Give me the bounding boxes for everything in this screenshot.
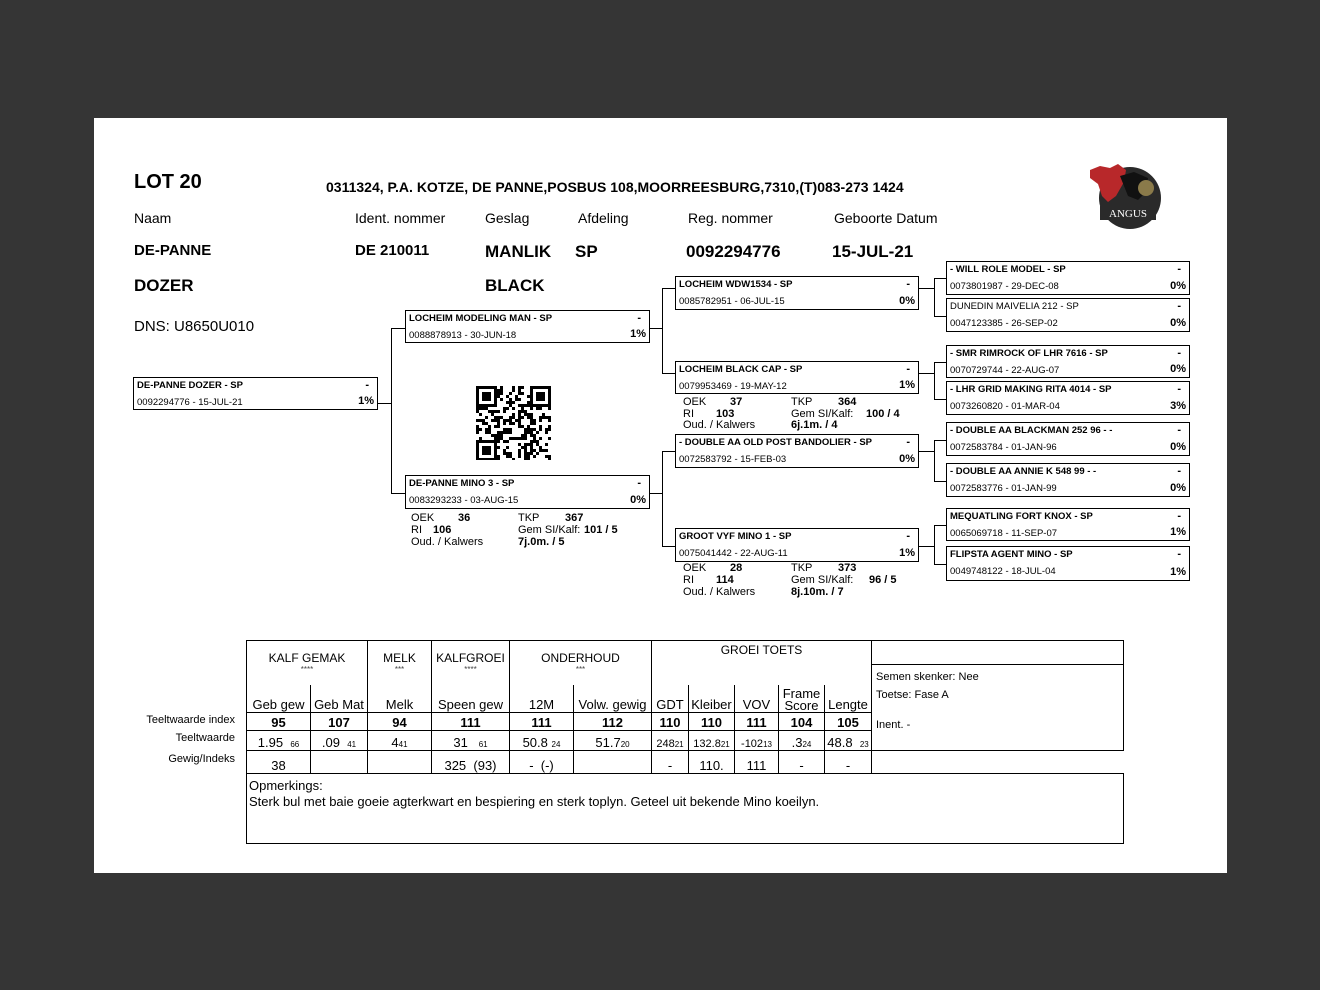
pedigree-self: DE-PANNE DOZER - SP - 0092294776 - 15-JUL-21 1% (133, 377, 378, 410)
pedigree-dsd: - DOUBLE AA ANNIE K 548 99 - - - 0072583776 - 01-JAN-99 0% (946, 463, 1190, 497)
animal-section: SP (575, 242, 598, 261)
animal-reg: 0092294776 (686, 242, 781, 261)
tw-cell: 31 61 (432, 731, 510, 751)
gew-cell: - (779, 751, 825, 774)
group-kalfgemak: KALF GEMAK (247, 641, 368, 665)
dd-stats-row3: Oud. / Kalwers 8j.10m. / 7 (683, 586, 844, 598)
pedigree-dss: - DOUBLE AA BLACKMAN 252 96 - - - 0072583784 - 01-JAN-96 0% (946, 422, 1190, 456)
col-frame-score: Frame Score (779, 685, 825, 713)
animal-name-line1: DE-PANNE (134, 242, 212, 259)
tw-cell: 24821 (652, 731, 689, 751)
dam-stats-row1: OEK 36 TKP 367 (411, 512, 584, 524)
index-cell: 107 (311, 713, 368, 731)
group-kalfgroei: KALFGROEI (432, 641, 510, 665)
pedigree-dds: MEQUATLING FORT KNOX - SP - 0065069718 - 11-SEP-07 1% (946, 508, 1190, 541)
dam-stats-row2: RI 106 Gem SI/Kalf: 101 / 5 (411, 524, 618, 536)
pedigree-sire-sire: LOCHEIM WDW1534 - SP - 0085782951 - 06-JUL-15 0% (675, 276, 919, 310)
animal-ident: DE 210011 (355, 242, 430, 259)
pedigree-sire: LOCHEIM MODELING MAN - SP - 0088878913 - 30-JUN-18 1% (405, 310, 650, 343)
remarks-cell (247, 774, 1124, 844)
row-label-gewig: Gewig/Indeks (168, 753, 235, 765)
pedigree-sss: - WILL ROLE MODEL - SP - 0073801987 - 29-DEC-08 0% (946, 261, 1190, 295)
pedigree-dam-dam: GROOT VYF MINO 1 - SP - 0075041442 - 22-AUG-11 1% (675, 528, 919, 562)
tw-cell: 51.720 (574, 731, 652, 751)
header-afdeling: Afdeling (578, 210, 629, 226)
stars-kalfgemak: **** (247, 665, 368, 685)
group-groeitoets: GROEI TOETS (652, 641, 872, 685)
col-gdt: GDT (652, 685, 689, 713)
col-kleiber: Kleiber (689, 685, 735, 713)
col-lengte: Lengte (825, 685, 872, 713)
lot-number: LOT 20 (134, 171, 202, 193)
blank-header (872, 641, 1124, 665)
header-naam: Naam (134, 210, 172, 226)
svg-text:ANGUS: ANGUS (1109, 208, 1147, 220)
tw-cell: -10213 (735, 731, 779, 751)
animal-dob: 15-JUL-21 (832, 242, 914, 261)
inent: Inent. - (876, 719, 911, 731)
index-cell: 111 (735, 713, 779, 731)
group-onderhoud: ONDERHOUD (510, 641, 652, 665)
pedigree-sds: - SMR RIMROCK OF LHR 7616 - SP - 0070729744 - 22-AUG-07 0% (946, 345, 1190, 378)
index-cell: 95 (247, 713, 311, 731)
tw-cell: 441 (368, 731, 432, 751)
remarks-row (247, 774, 1124, 844)
gew-cell: 110. (689, 751, 735, 774)
catalogue-page (94, 118, 1227, 873)
angus-logo-icon (1086, 162, 1164, 232)
gew-cell: - (-) (510, 751, 574, 774)
pedigree-dam: DE-PANNE MINO 3 - SP - 0083293233 - 03-AUG-15 0% (405, 475, 650, 509)
index-cell: 104 (779, 713, 825, 731)
remarks-text: Sterk bul met baie goeie agterkwart en bespiering en sterk toplyn. Geteel uit bekende Mino koeilyn. (249, 794, 820, 809)
stars-melk: *** (368, 665, 432, 685)
gew-cell (574, 751, 652, 774)
dd-stats-row2: RI 114 Gem SI/Kalf: 96 / 5 (683, 574, 897, 586)
pedigree-sdd: - LHR GRID MAKING RITA 4014 - SP - 0073260820 - 01-MAR-04 3% (946, 381, 1190, 415)
col-vov: VOV (735, 685, 779, 713)
col-12m: 12M (510, 685, 574, 713)
index-cell: 111 (510, 713, 574, 731)
pedigree-sire-dam: LOCHEIM BLACK CAP - SP - 0079953469 - 19-MAY-12 1% (675, 361, 919, 394)
animal-name-line2: DOZER (134, 276, 194, 295)
gew-cell (368, 751, 432, 774)
qr-code-icon (475, 386, 553, 460)
index-cell: 94 (368, 713, 432, 731)
pedigree-ssd: DUNEDIN MAIVELIA 212 - SP - 0047123385 - 26-SEP-02 0% (946, 298, 1190, 332)
sd-stats-row3: Oud. / Kalwers 6j.1m. / 4 (683, 419, 838, 431)
gew-cell (311, 751, 368, 774)
qr-code (475, 386, 553, 460)
gewig-row (247, 751, 1124, 774)
row-label-index: Teeltwaarde index (146, 714, 235, 726)
tw-cell: .09 41 (311, 731, 368, 751)
gew-cell: - (825, 751, 872, 774)
gew-cell: 111 (735, 751, 779, 774)
header-reg: Reg. nommer (688, 210, 773, 226)
sd-stats-row2: RI 103 Gem SI/Kalf: 100 / 4 (683, 408, 900, 420)
stars-onderhoud: *** (510, 665, 652, 685)
index-cell: 111 (432, 713, 510, 731)
col-geb-gew: Geb gew (247, 685, 311, 713)
col-geb-mat: Geb Mat (311, 685, 368, 713)
col-melk: Melk (368, 685, 432, 713)
index-cell: 110 (652, 713, 689, 731)
header-ident: Ident. nommer (355, 210, 446, 226)
tw-cell: 48.8 23 (825, 731, 872, 751)
toetse: Toetse: Fase A (876, 689, 949, 701)
dam-stats-row3: Oud. / Kalwers 7j.0m. / 5 (411, 536, 565, 548)
pedigree-dam-sire: - DOUBLE AA OLD POST BANDOLIER - SP - 0072583792 - 15-FEB-03 0% (675, 434, 919, 468)
index-cell: 110 (689, 713, 735, 731)
row-label-teeltwaarde: Teeltwaarde (175, 732, 235, 744)
group-melk: MELK (368, 641, 432, 665)
col-speen-gew: Speen gew (432, 685, 510, 713)
gew-cell: 325 (93) (432, 751, 510, 774)
breeder-info: 0311324, P.A. KOTZE, DE PANNE,POSBUS 108,MOORREESBURG,7310,(T)083-273 1424 (326, 179, 904, 195)
stars-kalfgroei: **** (432, 665, 510, 685)
index-cell: 105 (825, 713, 872, 731)
gew-cell: - (652, 751, 689, 774)
tw-cell: 132.821 (689, 731, 735, 751)
performance-table (246, 640, 1124, 844)
tw-cell: 50.8 24 (510, 731, 574, 751)
animal-dns: DNS: U8650U010 (134, 318, 255, 335)
remarks-label: Opmerkings: (249, 778, 323, 793)
info-cell (872, 665, 1124, 751)
gew-cell: 38 (247, 751, 311, 774)
dd-stats-row1: OEK 28 TKP 373 (683, 562, 857, 574)
tw-cell: .324 (779, 731, 825, 751)
col-volw-gewig: Volw. gewig (574, 685, 652, 713)
sd-stats-row1: OEK 37 TKP 364 (683, 396, 857, 408)
header-geboorte: Geboorte Datum (834, 210, 938, 226)
header-geslag: Geslag (485, 210, 530, 226)
tw-cell: 1.95 66 (247, 731, 311, 751)
pedigree-ddd: FLIPSTA AGENT MINO - SP - 0049748122 - 18-JUL-04 1% (946, 546, 1190, 581)
animal-colour: BLACK (485, 276, 545, 295)
semen-donor: Semen skenker: Nee (876, 671, 979, 683)
index-cell: 112 (574, 713, 652, 731)
animal-sex: MANLIK (485, 242, 552, 261)
angus-logo (1086, 162, 1164, 232)
